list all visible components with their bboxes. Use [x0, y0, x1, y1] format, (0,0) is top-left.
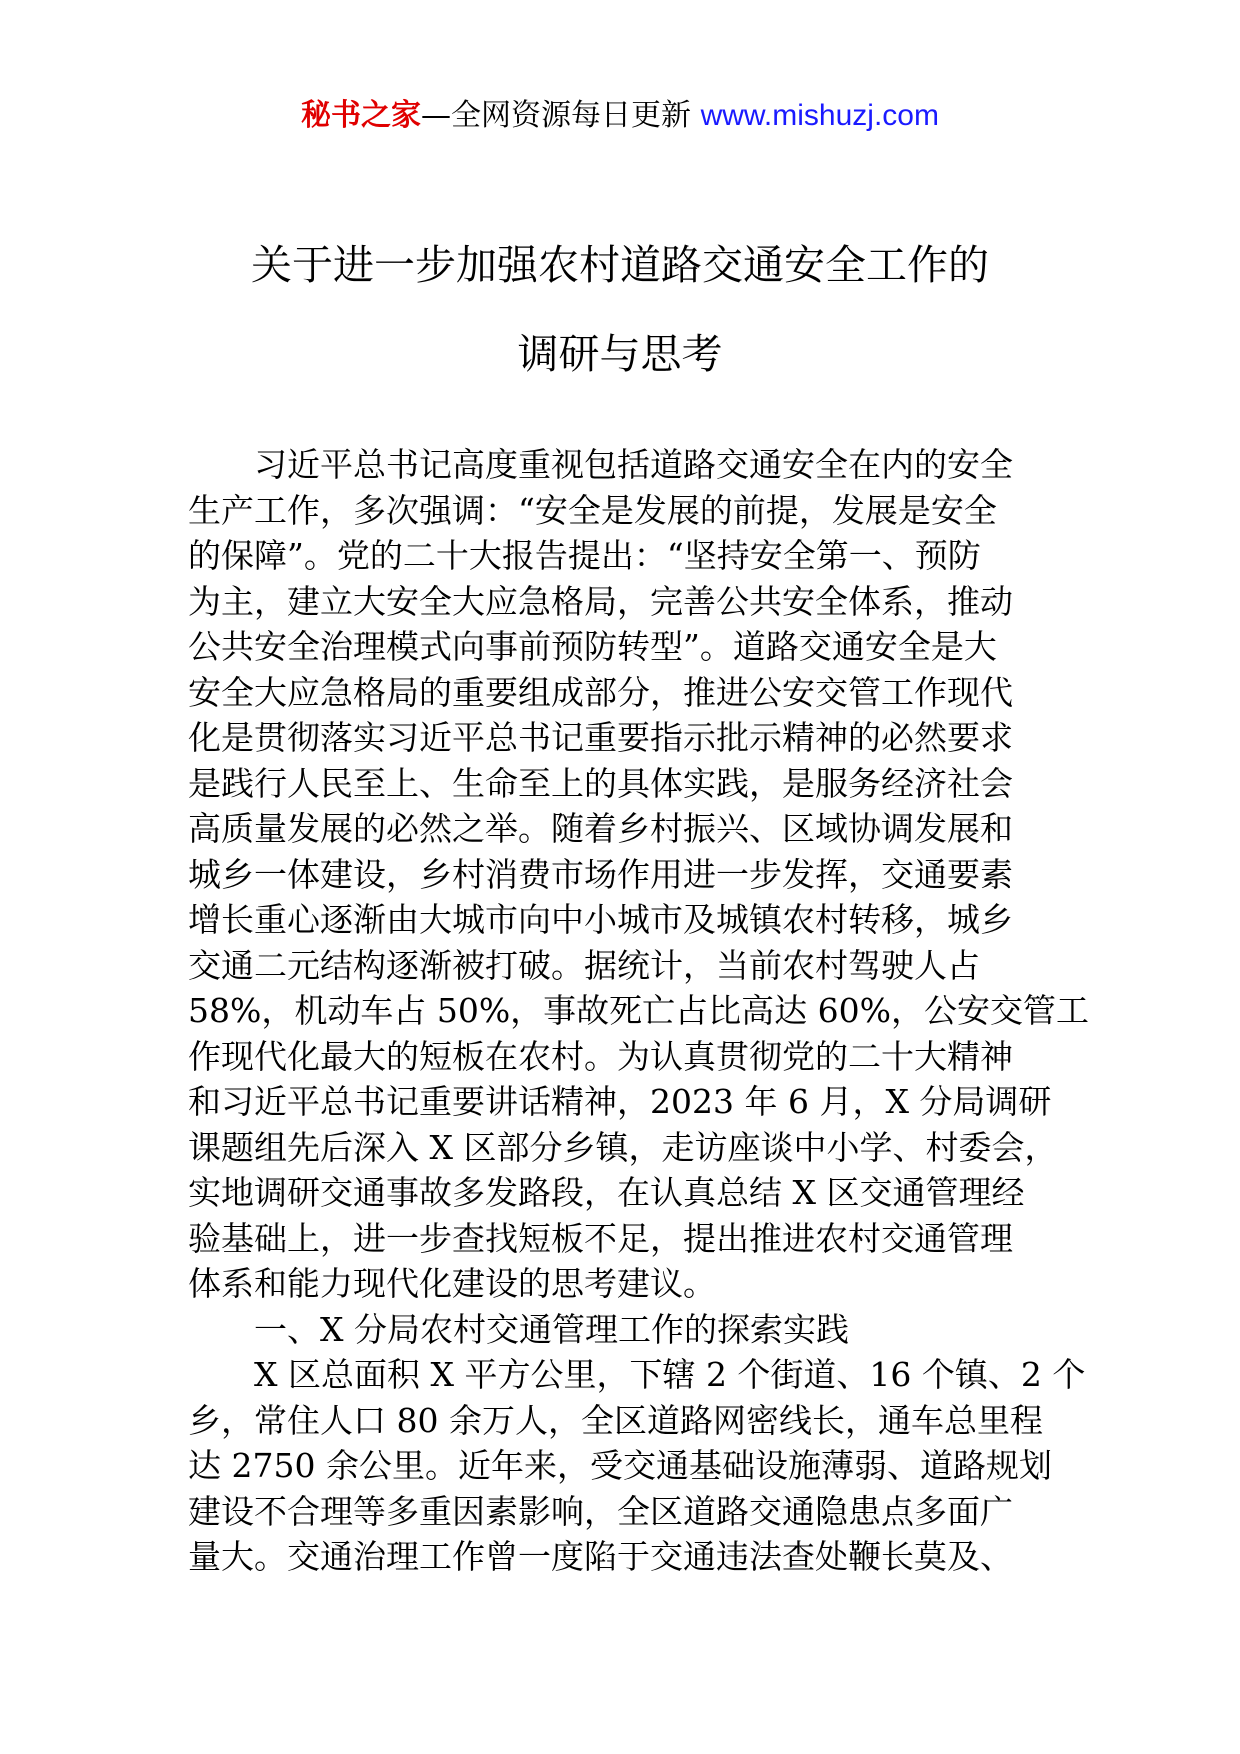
- document-title-line-1: 关于进一步加强农村道路交通安全工作的: [251, 241, 989, 289]
- body-line: 课题组先后深入 X 区部分乡镇，走访座谈中小学、村委会，: [188, 1127, 1058, 1167]
- body-line: 公共安全治理模式向事前预防转型”。道路交通安全是大: [188, 627, 997, 666]
- body-line: X 区总面积 X 平方公里，下辖 2 个街道、16 个镇、2 个: [254, 1355, 1086, 1394]
- body-line: 高质量发展的必然之举。随着乡村振兴、区域协调发展和: [188, 809, 1013, 848]
- body-line: 作现代化最大的短板在农村。为认真贯彻党的二十大精神: [188, 1036, 1013, 1076]
- body-line: 实地调研交通事故多发路段，在认真总结 X 区交通管理经: [188, 1173, 1025, 1212]
- body-line: 体系和能力现代化建设的思考建议。: [188, 1264, 716, 1303]
- body-line: 增长重心逐渐由大城市向中小城市及城镇农村转移，城乡: [188, 900, 1013, 939]
- body-line: 交通二元结构逐渐被打破。据统计，当前农村驾驶人占: [188, 945, 980, 985]
- body-line: 量大。交通治理工作曾一度陷于交通违法查处鞭长莫及、: [188, 1537, 1013, 1576]
- body-line: 生产工作，多次强调：“安全是发展的前提，发展是安全: [188, 490, 997, 530]
- site-banner: [0, 96, 1240, 136]
- body-line: 验基础上，进一步查找短板不足，提出推进农村交通管理: [188, 1218, 1013, 1258]
- body-line: 建设不合理等多重因素影响，全区道路交通隐患点多面广: [188, 1491, 1013, 1531]
- banner-tagline: —全网资源每日更新: [421, 98, 701, 133]
- brand-name: 秘书之家: [301, 98, 422, 133]
- section-heading: 一、X 分局农村交通管理工作的探索实践: [254, 1309, 849, 1349]
- body-line: 是践行人民至上、生命至上的具体实践，是服务经济社会: [188, 763, 1013, 803]
- body-line: 和习近平总书记重要讲话精神，2023 年 6 月，X 分局调研: [188, 1082, 1052, 1121]
- body-line: 习近平总书记高度重视包括道路交通安全在内的安全: [254, 445, 1013, 484]
- body-line: 58%，机动车占 50%，事故死亡占比高达 60%，公安交管工: [188, 991, 1090, 1030]
- body-line: 安全大应急格局的重要组成部分，推进公安交管工作现代: [188, 672, 1013, 712]
- document-body: [188, 442, 1090, 1580]
- body-line: 化是贯彻落实习近平总书记重要指示批示精神的必然要求: [188, 718, 1013, 757]
- body-line: 为主，建立大安全大应急格局，完善公共安全体系，推动: [188, 581, 1013, 621]
- body-line: 城乡一体建设，乡村消费市场作用进一步发挥，交通要素: [188, 854, 1013, 894]
- body-line: 乡，常住人口 80 余万人，全区道路网密线长，通车总里程: [188, 1400, 1043, 1440]
- document-title-line-2: 调研与思考: [517, 330, 723, 378]
- site-url-link[interactable]: www.mishuzj.com: [700, 99, 939, 132]
- body-line: 的保障”。党的二十大报告提出：“坚持安全第一、预防: [188, 536, 981, 575]
- body-line: 达 2750 余公里。近年来，受交通基础设施薄弱、道路规划: [188, 1446, 1052, 1485]
